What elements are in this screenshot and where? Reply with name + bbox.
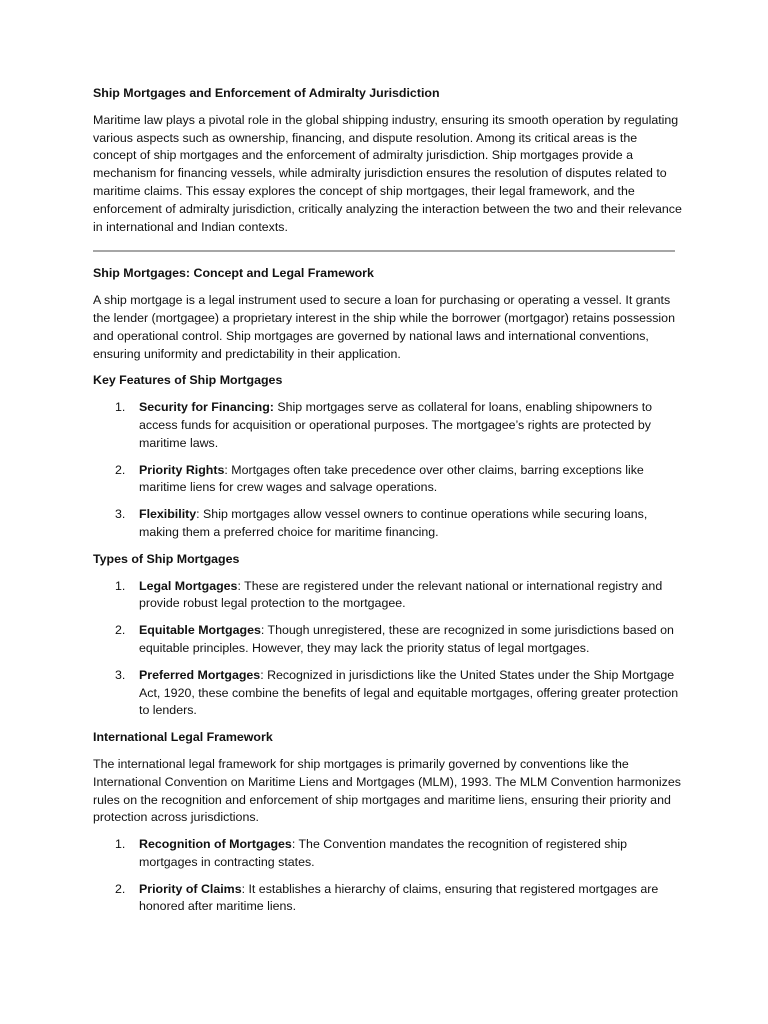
intro-paragraph: Maritime law plays a pivotal role in the global shipping industry, ensuring its smooth operation by regulating various aspects such as ownership, financing, and dispute resolution. Among its critical areas is the concept of ship mortgages and the enforcement of admiralty jurisdiction. Ship mortgages provide a mechanism for financing vessels, while admiralty jurisdiction ensures the resolution of disputes related to maritime claims. This essay explores the concept of ship mortgages, their legal framework, and the enforcement of admiralty jurisdiction, critically analyzing the interaction between the two and their relevance in international and Indian contexts. (93, 112, 682, 234)
list-item-term: Recognition of Mortgages (139, 837, 292, 852)
list-item-text: Ship mortgages serve as collateral for loans, enabling shipowners to access funds for acquisition or operational purposes. The mortgagee’s rights are protected by maritime laws. (139, 400, 653, 450)
key-features-list (93, 399, 683, 542)
list-item (93, 399, 683, 452)
list-item-number: 1. (115, 837, 126, 852)
concept-heading: Ship Mortgages: Concept and Legal Framework (93, 266, 374, 281)
types-list (93, 578, 683, 721)
international-list (93, 836, 683, 916)
types-heading: Types of Ship Mortgages (93, 551, 240, 566)
list-item (93, 667, 683, 720)
list-item-text: : Ship mortgages allow vessel owners to continue operations while securing loans, making them a preferred choice for maritime financing. (139, 507, 648, 539)
section-divider (93, 250, 675, 252)
list-item-text: : Mortgages often take precedence over other claims, barring exceptions like maritime liens for crew wages and salvage operations. (139, 462, 644, 495)
list-item (93, 506, 683, 542)
list-item (93, 578, 683, 614)
list-item-number: 1. (115, 578, 126, 593)
list-item-text: : Though unregistered, these are recognized in some jurisdictions based on equitable principles. However, they may lack the priority status of legal mortgages. (139, 623, 674, 655)
list-item-term: Priority of Claims (139, 881, 242, 896)
list-item-text: : These are registered under the relevant national or international registry and provide robust legal protection to the mortgagee. (139, 578, 663, 611)
list-item-number: 3. (115, 507, 126, 522)
international-paragraph: The international legal framework for ship mortgages is primarily governed by conventions like the International Convention on Maritime Liens and Mortgages (MLM), 1993. The MLM Convention harmonizes rules on the recognition and enforcement of ship mortgages and maritime liens, ensuring their priority and protection across jurisdictions. (93, 756, 681, 825)
list-item-number: 3. (115, 667, 126, 682)
list-item-term: Equitable Mortgages (139, 623, 261, 638)
list-item-term: Flexibility (139, 507, 197, 522)
concept-paragraph: A ship mortgage is a legal instrument used to secure a loan for purchasing or operating a vessel. It grants the lender (mortgagee) a proprietary interest in the ship while the borrower (mortgagor) retains possession and operational control. Ship mortgages are governed by national laws and international conventions, ensuring uniformity and predictability in their application. (93, 293, 675, 361)
list-item-term: Priority Rights (139, 462, 225, 477)
list-item (93, 836, 683, 872)
international-heading: International Legal Framework (93, 730, 273, 745)
list-item-number: 2. (115, 462, 126, 477)
list-item (93, 622, 683, 658)
list-item-text: : Recognized in jurisdictions like the United States under the Ship Mortgage Act, 1920, these combine the benefits of legal and equitable mortgages, offering greater protection to lenders. (139, 667, 679, 718)
list-item-term: Preferred Mortgages (139, 667, 261, 682)
list-item-text: : It establishes a hierarchy of claims, ensuring that registered mortgages are honored after maritime liens. (139, 881, 659, 914)
key-features-heading: Key Features of Ship Mortgages (93, 373, 283, 388)
list-item-number: 2. (115, 623, 126, 638)
list-item-term: Legal Mortgages (139, 578, 238, 593)
list-item (93, 881, 683, 917)
document-title: Ship Mortgages and Enforcement of Admiralty Jurisdiction (93, 86, 440, 100)
list-item-number: 2. (115, 881, 126, 896)
list-item-number: 1. (115, 400, 126, 415)
list-item (93, 462, 683, 498)
document-page (93, 85, 683, 925)
list-item-term: Security for Financing: (139, 400, 274, 415)
list-item-text: : The Convention mandates the recognition of registered ship mortgages in contracting states. (139, 837, 628, 869)
